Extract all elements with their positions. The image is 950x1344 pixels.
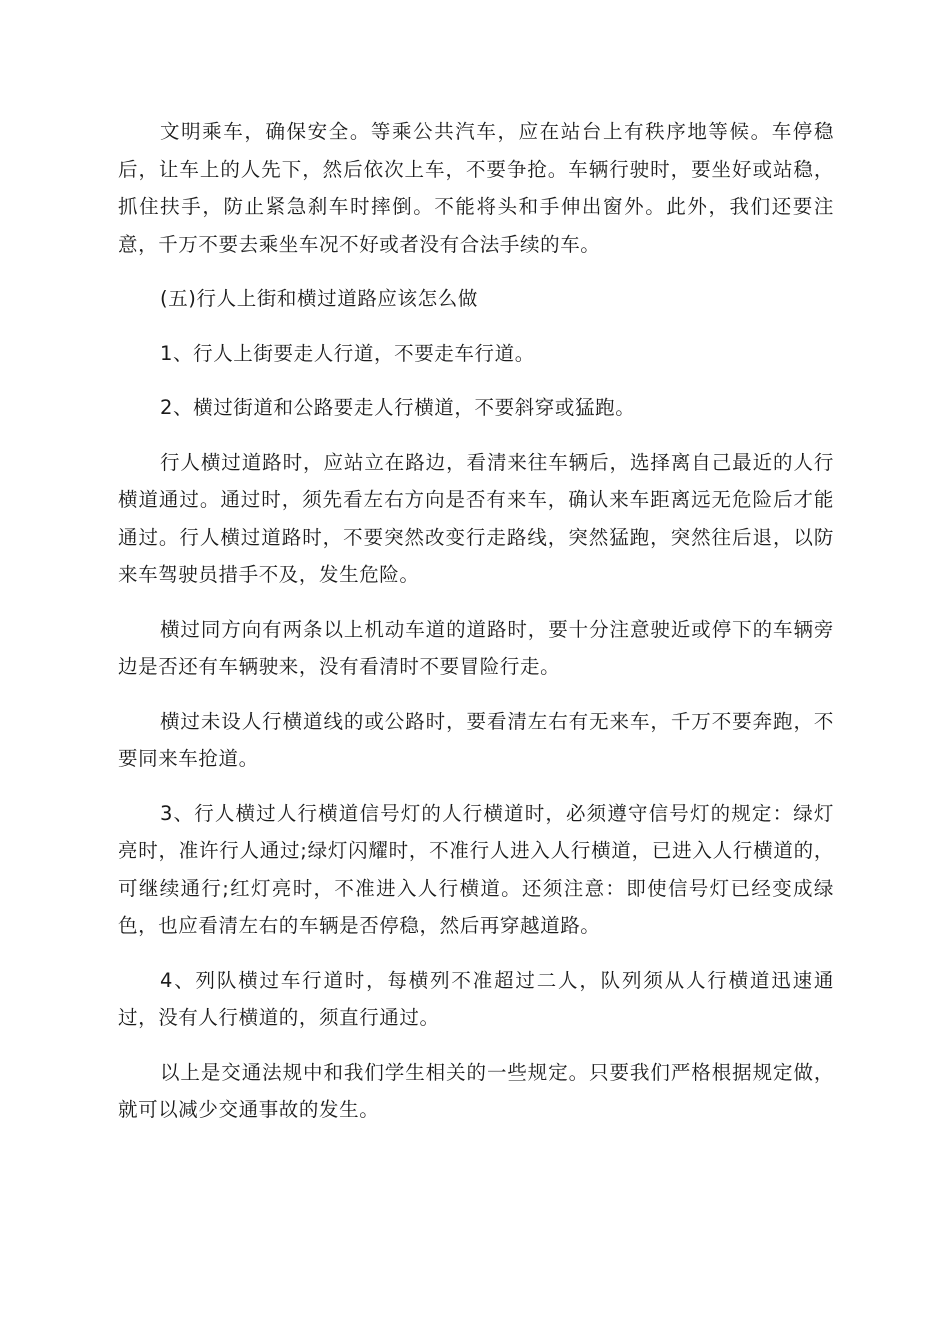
paragraph-crossing-road: 行人横过道路时，应站立在路边，看清来往车辆后，选择离自己最近的人行横道通过。通过时，须先看左右方向是否有来车，确认来车距离远无危险后才能通过。行人横过道路时，不要突然改变行走路线，突然猛跑，突然往后退，以防来车驾驶员措手不及，发生危险。 — [118, 450, 834, 586]
document-body — [118, 113, 834, 1146]
paragraph-conclusion: 以上是交通法规中和我们学生相关的一些规定。只要我们严格根据规定做，就可以减少交通事故的发生。 — [118, 1060, 834, 1121]
paragraph-multi-lane-crossing: 横过同方向有两条以上机动车道的道路时，要十分注意驶近或停下的车辆旁边是否还有车辆驶来，没有看清时不要冒险行走。 — [118, 617, 834, 678]
paragraph-civilized-riding: 文明乘车，确保安全。等乘公共汽车，应在站台上有秩序地等候。车停稳后，让车上的人先下，然后依次上车，不要争抢。车辆行驶时，要坐好或站稳，抓住扶手，防止紧急刹车时摔倒。不能将头和手伸出窗外。此外，我们还要注意，千万不要去乘坐车况不好或者没有合法手续的车。 — [118, 120, 834, 256]
rule-item-4: 4、列队横过车行道时，每横列不准超过二人，队列须从人行横道迅速通过，没有人行横道的，须直行通过。 — [118, 968, 834, 1029]
paragraph-no-crosswalk: 横过未设人行横道线的或公路时，要看清左右有无来车，千万不要奔跑，不要同来车抢道。 — [118, 709, 834, 770]
rule-item-3: 3、行人横过人行横道信号灯的人行横道时，必须遵守信号灯的规定：绿灯亮时，准许行人通过;绿灯闪耀时，不准行人进入人行横道，已进入人行横道的，可继续通行;红灯亮时，不准进入人行横道。还须注意：即使信号灯已经变成绿色，也应看清左右的车辆是否停稳，然后再穿越道路。 — [118, 801, 834, 937]
rule-item-1: 1、行人上街要走人行道，不要走车行道。 — [160, 341, 535, 365]
rule-item-2: 2、横过街道和公路要走人行横道，不要斜穿或猛跑。 — [160, 396, 636, 419]
section-heading-pedestrians: (五)行人上街和横过道路应该怎么做 — [160, 287, 478, 310]
